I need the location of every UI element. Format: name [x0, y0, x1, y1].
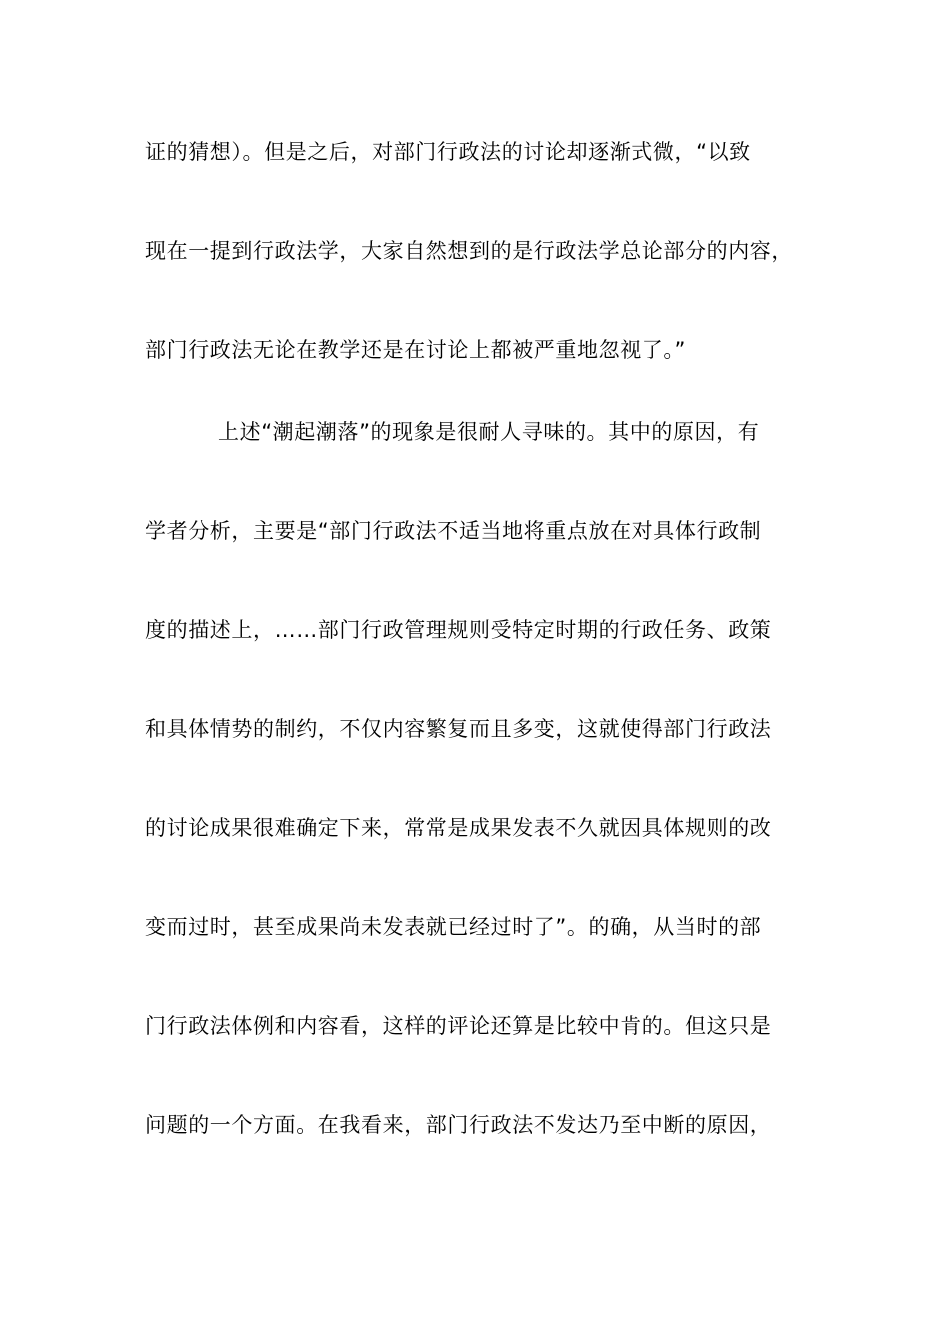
text-line: 度的描述上，……部门行政管理规则受特定时期的行政任务、政策	[145, 618, 772, 642]
text-line: 的讨论成果很难确定下来，常常是成果发表不久就因具体规则的改	[145, 816, 772, 840]
text-line: 学者分析，主要是“部门行政法不适当地将重点放在对具体行政制	[145, 519, 762, 543]
text-line: 变而过时，甚至成果尚未发表就已经过时了”。的确，从当时的部	[145, 915, 762, 939]
text-line: 现在一提到行政法学，大家自然想到的是行政法学总论部分的内容，	[145, 239, 793, 263]
text-line: 门行政法体例和内容看，这样的评论还算是比较中肯的。但这只是	[145, 1014, 772, 1038]
text-line: 部门行政法无论在教学还是在讨论上都被严重地忽视了。”	[145, 338, 686, 362]
paragraph-first-line: 上述“潮起潮落”的现象是很耐人寻味的。其中的原因，有	[218, 420, 760, 444]
text-line: 和具体情势的制约，不仅内容繁复而且多变，这就使得部门行政法	[145, 717, 772, 741]
text-line: 问题的一个方面。在我看来，部门行政法不发达乃至中断的原因，	[145, 1113, 772, 1137]
text-line: 证的猜想）。但是之后，对部门行政法的讨论却逐渐式微，“以致	[145, 140, 751, 164]
